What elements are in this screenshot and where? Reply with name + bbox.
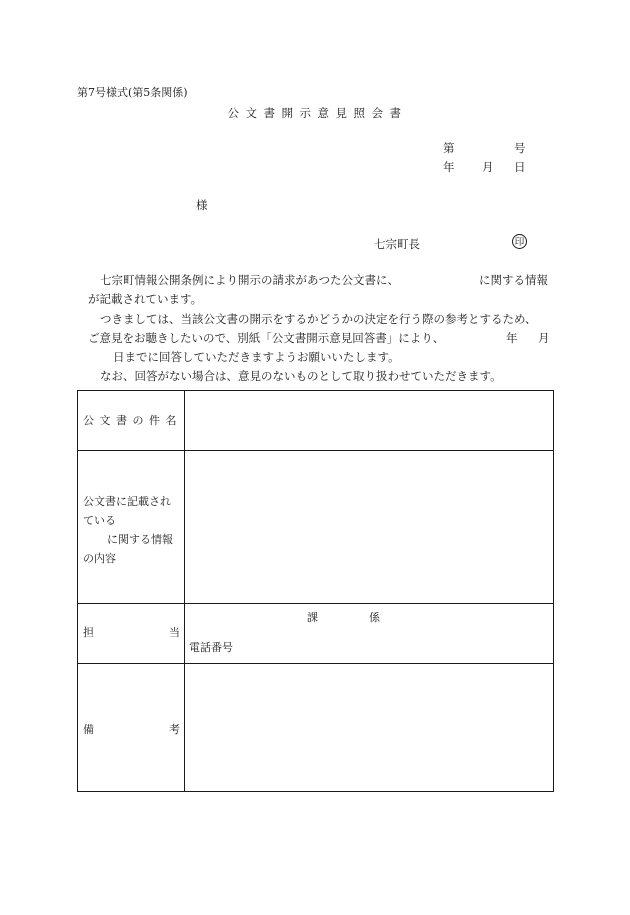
tanto-label-left: 担 [83,626,94,639]
content-label-line: に関する情報 [107,533,173,546]
table-column-divider [184,391,185,791]
document-name-label: 公文書の件名 [83,414,182,427]
seal-mark: 印 [512,234,527,249]
body-line-4-year: 年 [506,331,518,345]
page-title: 公文書開示意見照会書 [227,106,408,120]
form-number: 第7号様式(第5条関係) [77,86,188,99]
department-label: 課 [307,611,318,624]
date-year-label: 年 [443,160,455,174]
inquiry-table [77,390,554,792]
body-line-5: 日までに回答していただきますようお願いいたします。 [113,350,400,364]
content-label [83,492,173,568]
table-row-divider [78,663,553,664]
phone-label: 電話番号 [189,641,233,654]
tanto-label-right: 当 [169,626,180,639]
date-day-label: 日 [514,160,526,174]
content-label-line: 公文書に記載され [83,495,171,508]
doc-number-suffix: 号 [514,141,526,155]
remarks-label-left: 備 [83,723,94,736]
body-line-4a: ご意見をお聴きしたいので、別紙「公文書開示意見回答書」により、 [88,331,445,345]
body-line-4-month: 月 [538,331,550,345]
body-line-3: つきましては、当該公文書の開示をするかどうかの決定を行う際の参考とするため、 [100,312,537,326]
date-month-label: 月 [482,160,494,174]
sender-name: 七宗町長 [374,237,420,251]
body-line-6: なお、回答がない場合は、意見のないものとして取り扱わせていただきます。 [100,369,502,383]
addressee-suffix: 様 [196,198,208,212]
section-label: 係 [369,611,380,624]
content-label-line: の内容 [83,552,116,565]
body-line-1b: に関する情報 [479,273,548,287]
body-line-1a: 七宗町情報公開条例により開示の請求があつた公文書に、 [100,273,399,287]
table-row-divider [78,603,553,604]
content-label-line: ている [83,514,116,527]
table-row-divider [78,450,553,451]
remarks-label-right: 考 [169,723,180,736]
doc-number-prefix: 第 [443,141,455,155]
body-line-2: が記載されています。 [88,292,203,306]
